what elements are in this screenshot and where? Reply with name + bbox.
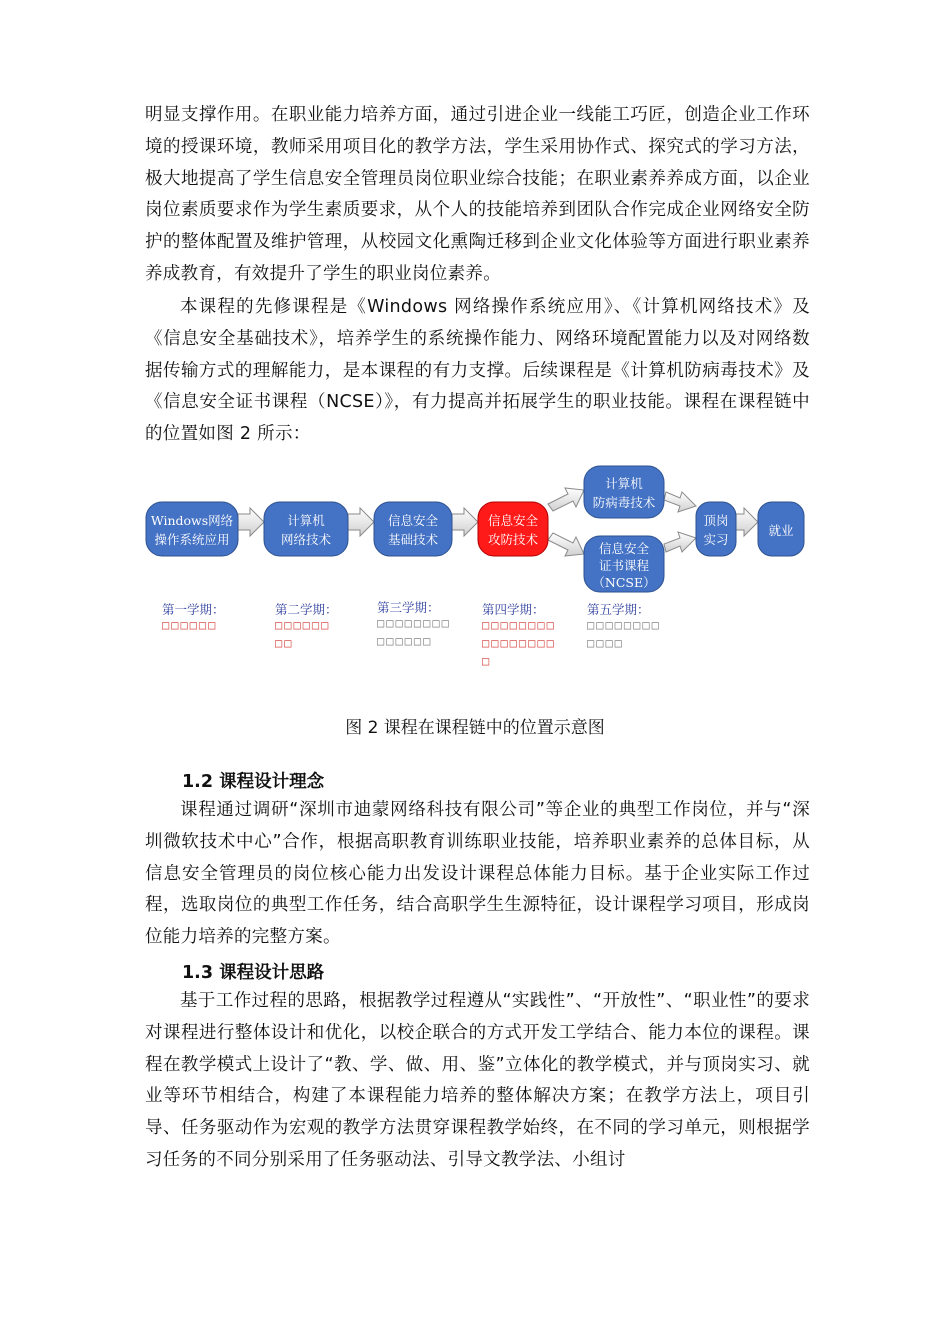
node-windows-line2: 操作系统应用	[154, 532, 230, 547]
section-heading-1-2: 1.2 课程设计理念	[182, 772, 325, 792]
node-employment	[758, 502, 804, 556]
arrow-8	[736, 508, 758, 536]
paragraph-4: 基于工作过程的思路，根据教学过程遵从“实践性”、“开放性”、“职业性”的要求对课程进行整体设计和优化，以校企联合的方式开发工学结合、能力本位的课程。课程在教学模式上设计了“教、学、做、用、鉴”立体化的教学模式，并与顶岗实习、就业等环节相结合，构建了本课程能力培养的整体解决方案；在教学方法上，项目引导、任务驱动作为宏观的教学方法贯穿课程教学始终，在不同的学习单元，则根据学习任务的不同分别采用了任务驱动法、引导文教学法、小组讨	[145, 991, 810, 1170]
figure-caption: 图 2 课程在课程链中的位置示意图	[345, 718, 605, 738]
node-ncse	[584, 536, 664, 592]
node-employment-line1: 就业	[768, 523, 794, 538]
semester-2-boxes: □□□□□□□□	[275, 618, 331, 650]
node-antivirus-line2: 防病毒技术	[592, 495, 656, 510]
semester-4-boxes: □□□□□□□□□□□□□□□□□	[482, 618, 556, 668]
node-attack-defense-line1: 信息安全	[487, 513, 539, 528]
node-infosec-basic-line1: 信息安全	[387, 513, 439, 528]
node-antivirus-line1: 计算机	[605, 476, 643, 491]
node-network	[264, 502, 348, 556]
semester-2-label: 第二学期：	[275, 602, 338, 617]
arrow-2	[348, 508, 374, 536]
node-internship-line2: 实习	[703, 532, 729, 547]
semester-3-boxes: □□□□□□□□□□□□□□	[377, 616, 451, 648]
section-heading-1-3: 1.3 课程设计思路	[182, 963, 325, 983]
paragraph-2: 本课程的先修课程是《Windows 网络操作系统应用》、《计算机网络技术》及《信息安全基础技术》，培养学生的系统操作能力、网络环境配置能力以及对网络数据传输方式的理解能力，是本课程的有力支撑。后续课程是《计算机防病毒技术》及《信息安全证书课程（NCSE）》，有力提高并拓展学生的职业技能。课程在课程链中的位置如图 2 所示：	[145, 297, 810, 445]
semester-1-boxes: □□□□□□	[162, 618, 218, 632]
node-network-line2: 网络技术	[280, 532, 332, 547]
node-infosec-basic	[374, 502, 452, 556]
arrow-6	[664, 492, 696, 512]
node-network-line1: 计算机	[287, 513, 325, 528]
node-infosec-basic-line2: 基础技术	[387, 532, 439, 547]
paragraph-1: 明显支撑作用。在职业能力培养方面，通过引进企业一线能工巧匠，创造企业工作环境的授课环境，教师采用项目化的教学方法，学生采用协作式、探究式的学习方法，极大地提高了学生信息安全管理员岗位职业综合技能；在职业素养养成方面，以企业岗位素质要求作为学生素质要求，从个人的技能培养到团队合作完成企业网络安全防护的整体配置及维护管理，从校园文化熏陶迁移到企业文化体验等方面进行职业素养养成教育，有效提升了学生的职业岗位素养。	[145, 105, 810, 284]
arrow-3	[452, 508, 478, 536]
node-ncse-line1: 信息安全	[598, 541, 650, 556]
semester-4-label: 第四学期：	[482, 602, 545, 617]
arrow-5	[548, 533, 584, 556]
course-chain-diagram	[140, 460, 820, 600]
node-internship	[696, 502, 736, 556]
arrow-7	[664, 532, 696, 552]
node-windows	[146, 502, 238, 556]
paragraph-3: 课程通过调研“深圳市迪蒙网络科技有限公司”等企业的典型工作岗位，并与“深圳微软技术中心”合作，根据高职教育训练职业技能，培养职业素养的总体目标，从信息安全管理员的岗位核心能力出发设计课程总体能力目标。基于企业实际工作过程，选取岗位的典型工作任务，结合高职学生生源特征，设计课程学习项目，形成岗位能力培养的完整方案。	[145, 800, 810, 948]
node-attack-defense	[478, 502, 548, 556]
semester-3-label: 第三学期：	[377, 600, 440, 615]
semester-1-label: 第一学期：	[162, 602, 225, 617]
node-windows-line1: Windows网络	[150, 513, 234, 528]
arrow-4	[548, 488, 584, 511]
node-antivirus	[584, 466, 664, 518]
semester-5-boxes: □□□□□□□□□□□□	[587, 618, 661, 650]
semester-5-label: 第五学期：	[587, 602, 650, 617]
node-ncse-line2: 证书课程	[598, 558, 650, 573]
node-internship-line1: 顶岗	[703, 513, 729, 528]
node-ncse-line3: （NCSE）	[592, 575, 656, 590]
arrow-1	[238, 508, 264, 536]
node-attack-defense-line2: 攻防技术	[487, 532, 539, 547]
